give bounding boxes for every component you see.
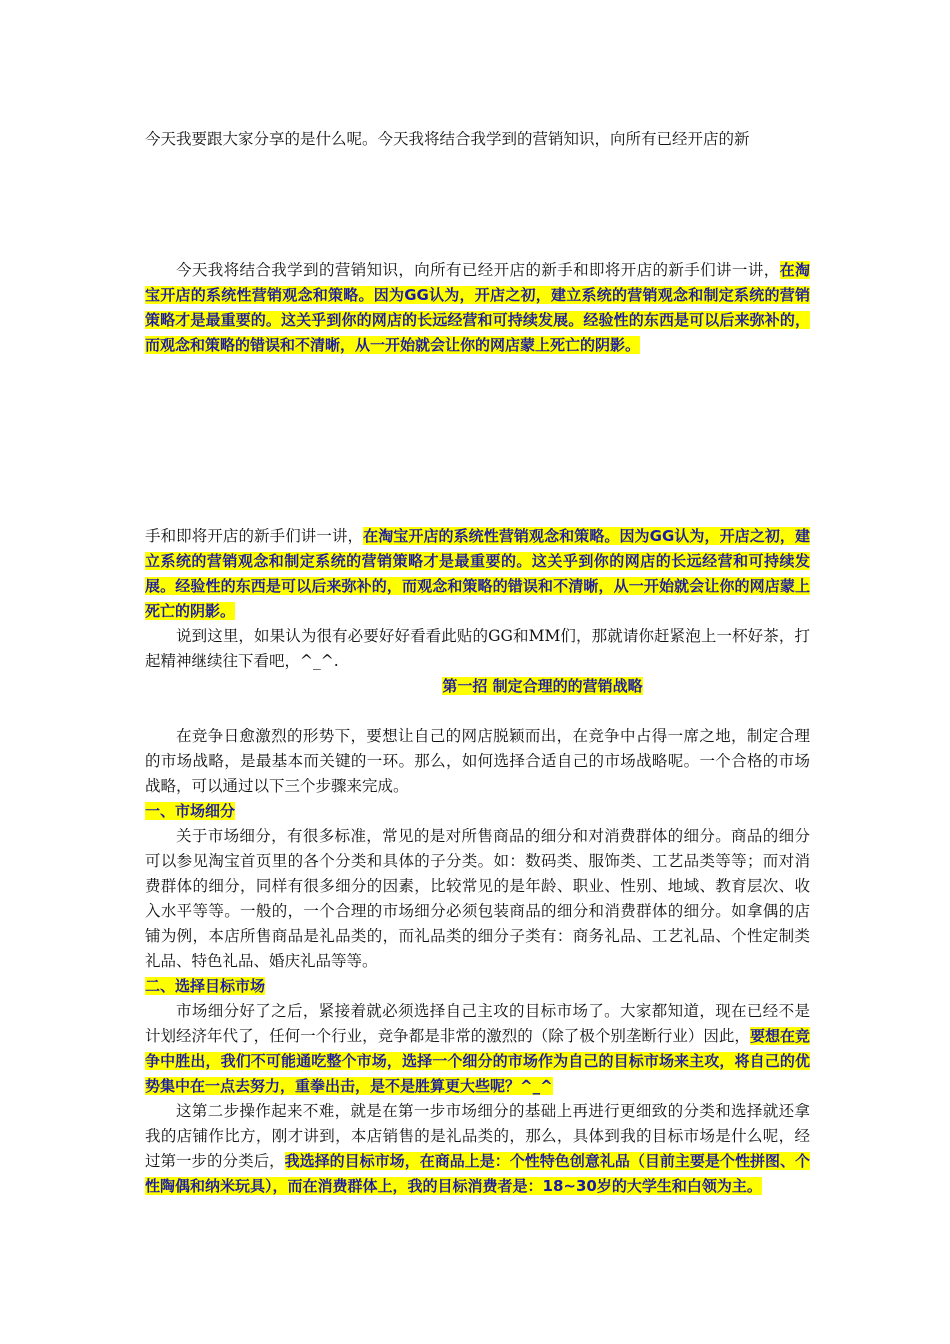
section-2-body	[145, 999, 810, 1099]
chapter-title	[145, 674, 810, 699]
section-2-heading	[145, 974, 810, 999]
paragraph-plain-text: 今天我将结合我学到的营销知识，向所有已经开店的新手和即将开店的新手们讲一讲，	[176, 261, 780, 279]
section-2-body-2	[145, 1099, 810, 1199]
section-1-heading	[145, 799, 810, 824]
paragraph-plain-text: 市场细分好了之后，紧接着就必须选择自己主攻的目标市场了。大家都知道，现在已经不是计划经济年代了，任何一个行业，竞争都是非常的激烈的（除了极个别垄断行业）因此，	[145, 1002, 810, 1045]
paragraph-plain-text: 手和即将开店的新手们讲一讲，	[145, 527, 364, 545]
paragraph-competition	[145, 724, 810, 799]
highlighted-text: 我选择的目标市场，在商品上是：个性特色创意礼品（目前主要是个性拼图、个性陶偶和纳米玩具），而在消费群体上，我的目标消费者是：18~30岁的大学生和白领为主。	[145, 1152, 810, 1195]
paragraph-text: 说到这里，如果认为很有必要好好看看此贴的GG和MM们，那就请你赶紧泡上一杯好茶，打起精神继续往下看吧，^_^.	[145, 627, 810, 670]
highlighted-text: 要想在竞争中胜出，我们不可能通吃整个市场，选择一个细分的市场作为自己的目标市场来主攻，将自己的优势集中在一点去努力，重拳出击，是不是胜算更大些呢？^_^	[145, 1027, 810, 1095]
paragraph-plain-text: 这第二步操作起来不难，就是在第一步市场细分的基础上再进行更细致的分类和选择就还拿我的店铺作比方，刚才讲到，本店销售的是礼品类的，那么，具体到我的目标市场是什么呢，经过第一步的分类后，	[145, 1102, 810, 1170]
paragraph-intro-1	[145, 258, 810, 358]
paragraph-text: 在竞争日愈激烈的形势下，要想让自己的网店脱颖而出，在竞争中占得一席之地，制定合理的市场战略，是最基本而关键的一环。那么，如何选择合适自己的市场战略呢。一个合格的市场战略，可以通过以下三个步骤来完成。	[145, 727, 810, 795]
highlighted-text: 在淘宝开店的系统性营销观念和策略。因为GG认为，开店之初，建立系统的营销观念和制定系统的营销策略才是最重要的。这关乎到你的网店的长远经营和可持续发展。经验性的东西是可以后来弥补的，而观念和策略的错误和不清晰，从一开始就会让你的网店蒙上死亡的阴影。	[145, 527, 810, 620]
chapter-title-text: 第一招 制定合理的的营销战略	[442, 677, 643, 695]
intro-line	[145, 127, 810, 152]
paragraph-tea	[145, 624, 810, 674]
highlighted-text: 在淘宝开店的系统性营销观念和策略。因为GG认为，开店之初，建立系统的营销观念和制定系统的营销策略才是最重要的。这关乎到你的网店的长远经营和可持续发展。经验性的东西是可以后来弥补的，而观念和策略的错误和不清晰，从一开始就会让你的网店蒙上死亡的阴影。	[145, 261, 810, 354]
section-2-title: 二、选择目标市场	[145, 977, 266, 995]
section-1-title: 一、市场细分	[145, 802, 236, 820]
section-1-body	[145, 824, 810, 974]
intro-text: 今天我要跟大家分享的是什么呢。今天我将结合我学到的营销知识，向所有已经开店的新	[145, 130, 750, 148]
paragraph-text: 关于市场细分，有很多标准，常见的是对所售商品的细分和对消费群体的细分。商品的细分可以参见淘宝首页里的各个分类和具体的子分类。如：数码类、服饰类、工艺品类等等；而对消费群体的细分，同样有很多细分的因素，比较常见的是年龄、职业、性别、地域、教育层次、收入水平等等。一般的，一个合理的市场细分必须包装商品的细分和消费群体的细分。如拿偶的店铺为例，本店所售商品是礼品类的，而礼品类的细分子类有：商务礼品、工艺礼品、个性定制类礼品、特色礼品、婚庆礼品等等。	[145, 827, 810, 970]
paragraph-intro-2	[145, 524, 810, 624]
